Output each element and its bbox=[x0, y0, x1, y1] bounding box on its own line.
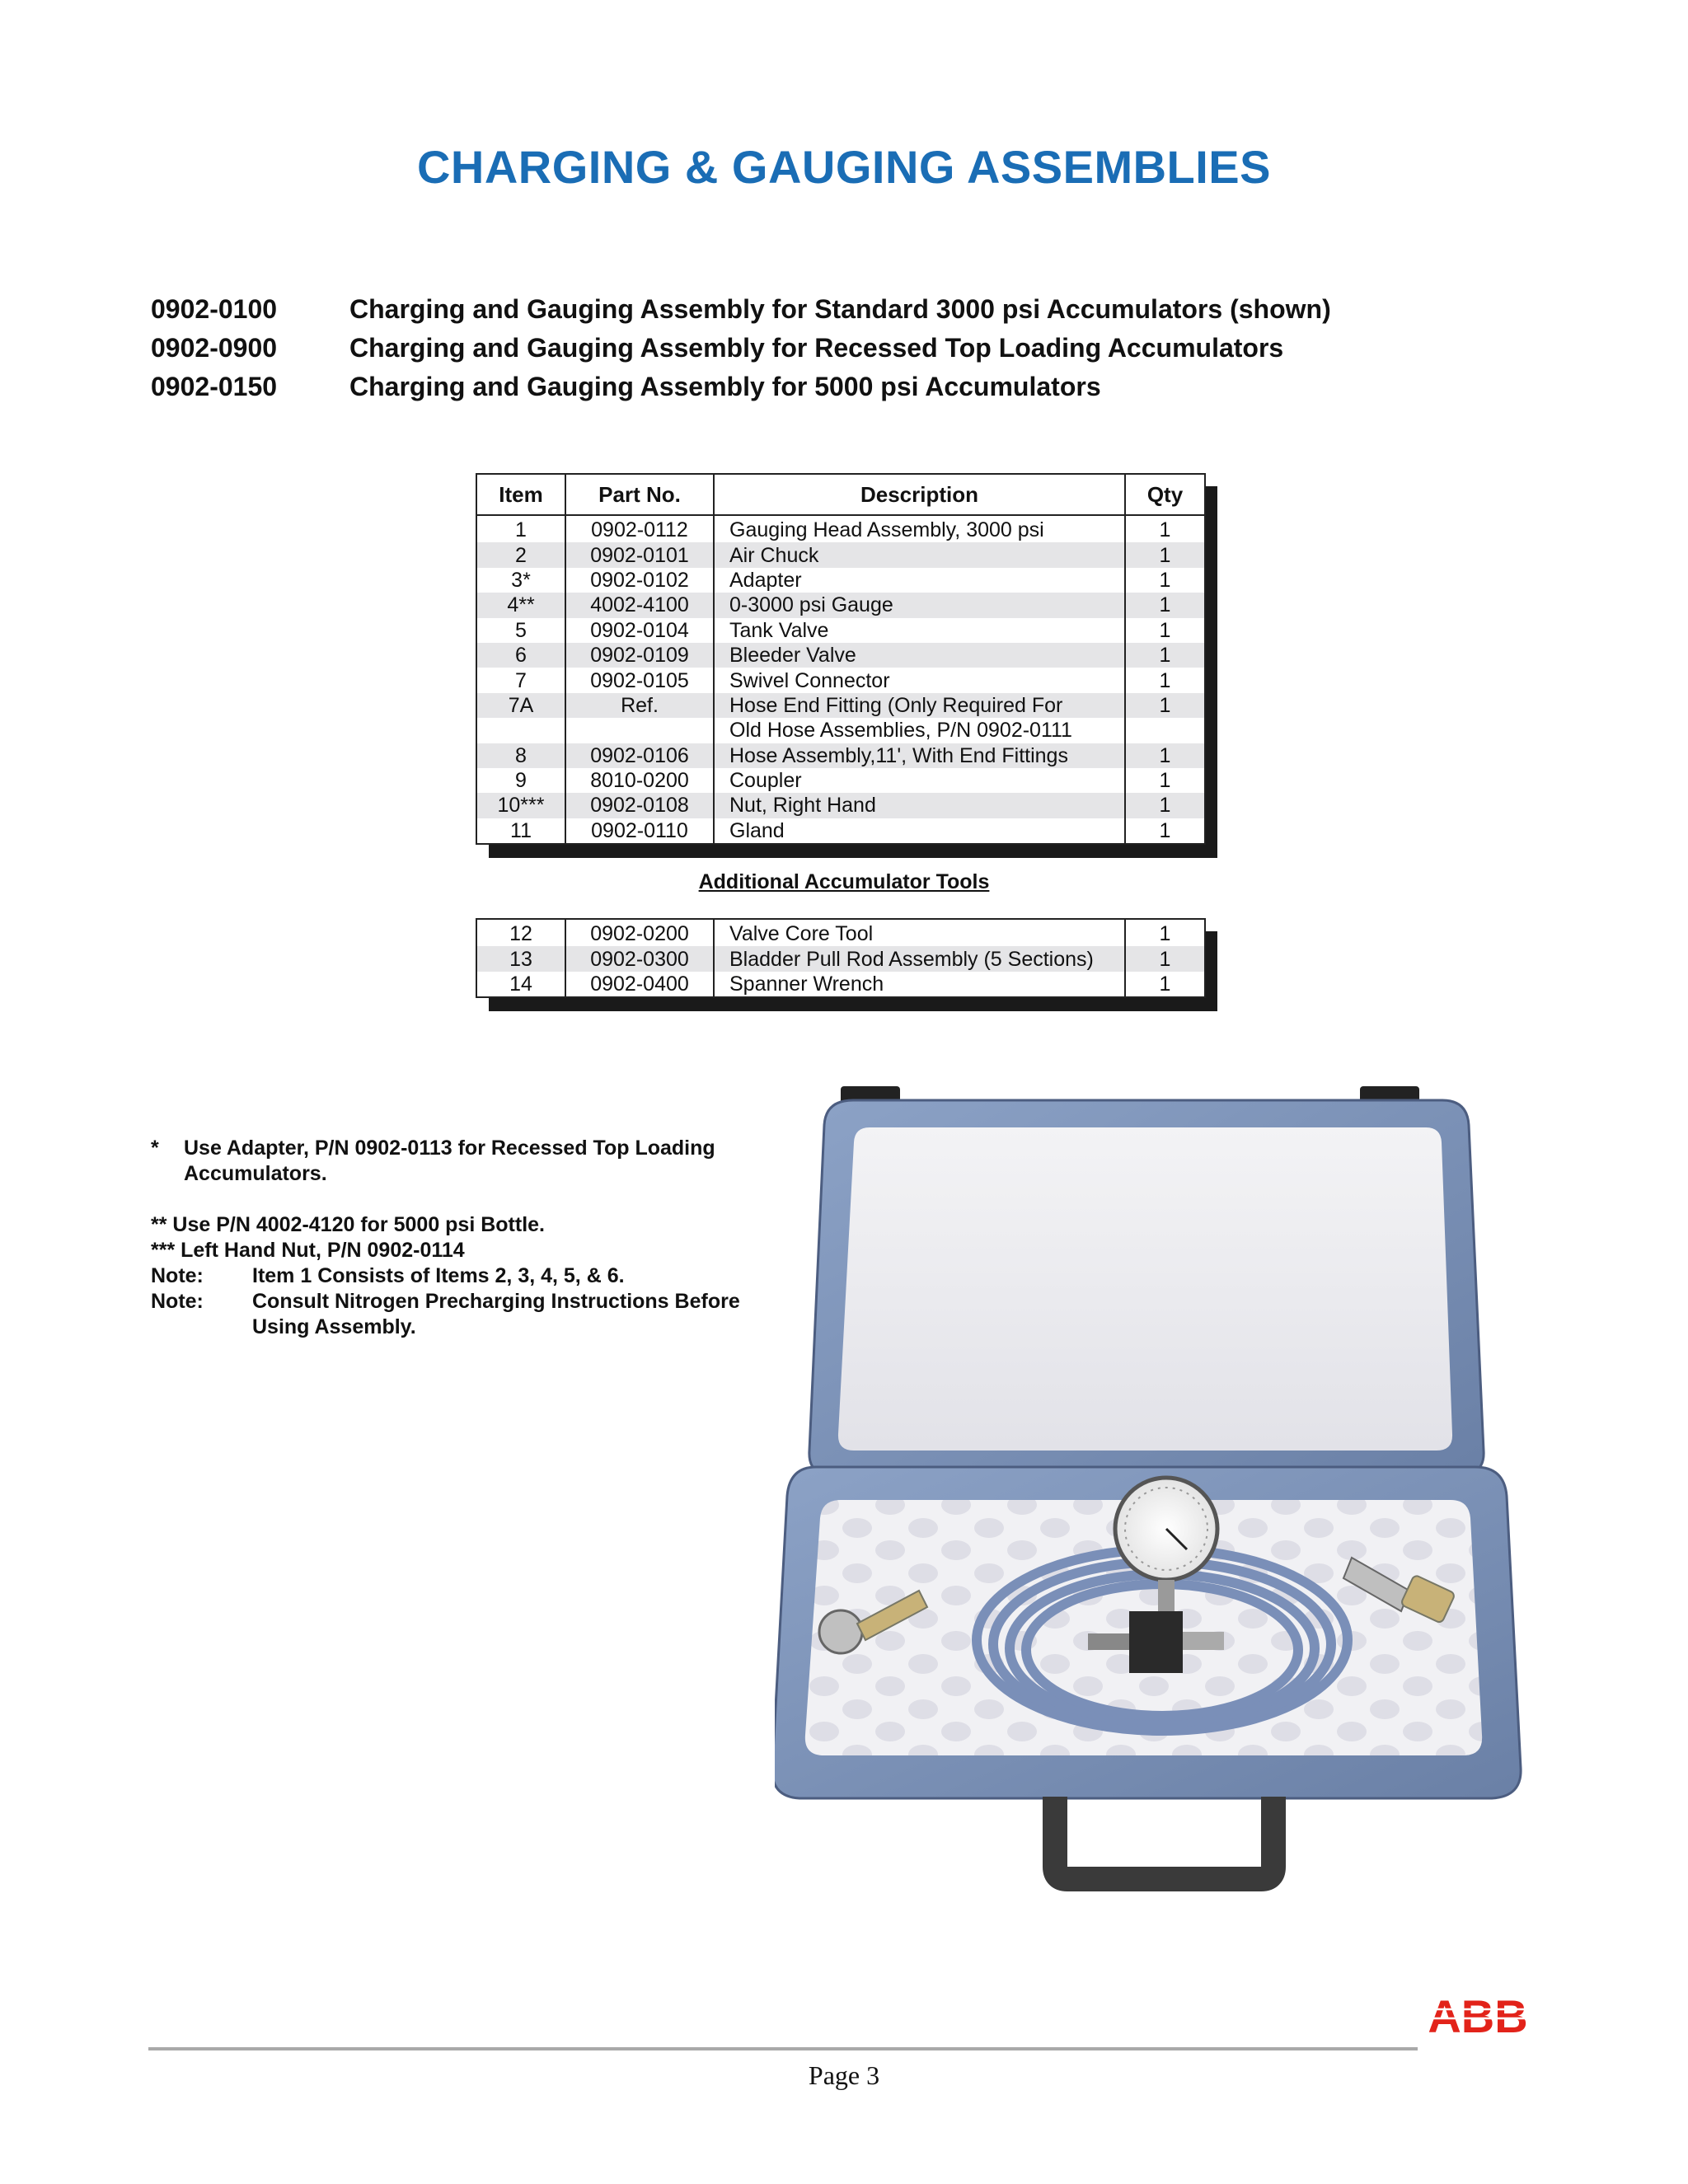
table-row bbox=[476, 718, 1205, 743]
cell-part-no bbox=[565, 718, 714, 743]
footnote-2: ** Use P/N 4002-4120 for 5000 psi Bottle. bbox=[151, 1213, 546, 1236]
cell-qty: 1 bbox=[1125, 542, 1205, 567]
header-item: Item bbox=[476, 474, 565, 515]
cell-item: 4** bbox=[476, 593, 565, 617]
cell-item: 3* bbox=[476, 568, 565, 593]
table-row bbox=[476, 693, 1205, 718]
cell-description: Gland bbox=[714, 818, 1125, 844]
cell-qty: 1 bbox=[1125, 668, 1205, 692]
cell-qty: 1 bbox=[1125, 643, 1205, 668]
cell-description: 0-3000 psi Gauge bbox=[714, 593, 1125, 617]
cell-part-no: 0902-0400 bbox=[565, 972, 714, 997]
assembly-description: Charging and Gauging Assembly for Recessed Top Loading Accumulators bbox=[349, 333, 1284, 363]
note-label: Note: bbox=[151, 1290, 204, 1313]
cell-part-no: 0902-0112 bbox=[565, 515, 714, 542]
table-row bbox=[476, 818, 1205, 844]
cell-part-no: 0902-0300 bbox=[565, 946, 714, 971]
assembly-description: Charging and Gauging Assembly for Standard 3000 psi Accumulators (shown) bbox=[349, 294, 1331, 324]
cell-description: Nut, Right Hand bbox=[714, 793, 1125, 818]
cell-description: Swivel Connector bbox=[714, 668, 1125, 692]
cell-part-no: 0902-0109 bbox=[565, 643, 714, 668]
note-text: Consult Nitrogen Precharging Instructions Before bbox=[252, 1290, 740, 1313]
cell-qty: 1 bbox=[1125, 743, 1205, 768]
cell-item: 7A bbox=[476, 693, 565, 718]
footnote-3: *** Left Hand Nut, P/N 0902-0114 bbox=[151, 1239, 465, 1262]
cell-part-no: 0902-0102 bbox=[565, 568, 714, 593]
cell-description: Hose End Fitting (Only Required For bbox=[714, 693, 1125, 718]
cell-description: Air Chuck bbox=[714, 542, 1125, 567]
table-row bbox=[476, 568, 1205, 593]
cell-description: Adapter bbox=[714, 568, 1125, 593]
footnote-1 bbox=[151, 1136, 740, 1161]
cell-part-no: 0902-0104 bbox=[565, 618, 714, 643]
table-row bbox=[476, 972, 1205, 997]
cell-description: Tank Valve bbox=[714, 618, 1125, 643]
cell-item: 7 bbox=[476, 668, 565, 692]
parts-table-wrapper bbox=[476, 473, 1204, 845]
cell-qty: 1 bbox=[1125, 972, 1205, 997]
cell-item bbox=[476, 718, 565, 743]
cell-qty: 1 bbox=[1125, 768, 1205, 793]
cell-item: 10*** bbox=[476, 793, 565, 818]
case-lid bbox=[809, 1086, 1484, 1475]
header-qty: Qty bbox=[1125, 474, 1205, 515]
cell-qty: 1 bbox=[1125, 818, 1205, 844]
assembly-row bbox=[151, 368, 1331, 406]
parts-table-body bbox=[476, 515, 1205, 844]
cell-qty: 1 bbox=[1125, 793, 1205, 818]
parts-table bbox=[476, 473, 1206, 845]
cell-item: 8 bbox=[476, 743, 565, 768]
footnotes bbox=[151, 1136, 740, 1340]
note-text: Item 1 Consists of Items 2, 3, 4, 5, & 6. bbox=[252, 1264, 625, 1287]
assembly-row bbox=[151, 329, 1331, 368]
cell-description: Old Hose Assemblies, P/N 0902-0111 bbox=[714, 718, 1125, 743]
cell-description: Valve Core Tool bbox=[714, 919, 1125, 946]
table-row bbox=[476, 946, 1205, 971]
table-row bbox=[476, 743, 1205, 768]
cell-qty: 1 bbox=[1125, 919, 1205, 946]
abb-logo bbox=[1424, 1991, 1531, 2041]
cell-qty: 1 bbox=[1125, 693, 1205, 718]
cell-description: Spanner Wrench bbox=[714, 972, 1125, 997]
cell-part-no: 8010-0200 bbox=[565, 768, 714, 793]
footnote-text: Use Adapter, P/N 0902-0113 for Recessed Top Loading bbox=[184, 1137, 715, 1160]
cell-part-no: 0902-0108 bbox=[565, 793, 714, 818]
tools-table bbox=[476, 918, 1206, 998]
note-2 bbox=[151, 1289, 740, 1315]
cell-item: 5 bbox=[476, 618, 565, 643]
cell-item: 6 bbox=[476, 643, 565, 668]
cell-part-no: Ref. bbox=[565, 693, 714, 718]
assembly-part-number: 0902-0900 bbox=[151, 333, 278, 363]
cell-qty: 1 bbox=[1125, 593, 1205, 617]
cell-part-no: 0902-0200 bbox=[565, 919, 714, 946]
cell-part-no: 4002-4100 bbox=[565, 593, 714, 617]
table-row bbox=[476, 793, 1205, 818]
table-header-row bbox=[476, 474, 1205, 515]
assembly-list bbox=[151, 290, 1331, 406]
cell-description: Coupler bbox=[714, 768, 1125, 793]
cell-qty: 1 bbox=[1125, 515, 1205, 542]
tools-table-wrapper bbox=[476, 918, 1204, 998]
cell-description: Hose Assembly,11', With End Fittings bbox=[714, 743, 1125, 768]
table-row bbox=[476, 768, 1205, 793]
page-number: Page 3 bbox=[808, 2060, 880, 2090]
cell-qty bbox=[1125, 718, 1205, 743]
table-row bbox=[476, 919, 1205, 946]
assembly-part-number: 0902-0150 bbox=[151, 372, 278, 401]
cell-qty: 1 bbox=[1125, 618, 1205, 643]
cell-part-no: 0902-0101 bbox=[565, 542, 714, 567]
cell-item: 13 bbox=[476, 946, 565, 971]
cell-item: 14 bbox=[476, 972, 565, 997]
cell-description: Gauging Head Assembly, 3000 psi bbox=[714, 515, 1125, 542]
cell-item: 12 bbox=[476, 919, 565, 946]
assembly-row bbox=[151, 290, 1331, 329]
cell-part-no: 0902-0105 bbox=[565, 668, 714, 692]
assembly-part-number: 0902-0100 bbox=[151, 294, 278, 324]
footer-rule bbox=[148, 2047, 1418, 2050]
note-text: Using Assembly. bbox=[252, 1315, 416, 1338]
cell-qty: 1 bbox=[1125, 946, 1205, 971]
footnote-text: Accumulators. bbox=[184, 1162, 327, 1185]
header-part-no: Part No. bbox=[565, 474, 714, 515]
table-row bbox=[476, 643, 1205, 668]
table-row bbox=[476, 593, 1205, 617]
footnote-marker: * bbox=[151, 1137, 159, 1160]
assembly-description: Charging and Gauging Assembly for 5000 psi Accumulators bbox=[349, 372, 1101, 401]
table-row bbox=[476, 618, 1205, 643]
abb-logo-text: ABB bbox=[1428, 1991, 1528, 2041]
table-row bbox=[476, 542, 1205, 567]
cell-description: Bladder Pull Rod Assembly (5 Sections) bbox=[714, 946, 1125, 971]
cell-item: 2 bbox=[476, 542, 565, 567]
cell-qty: 1 bbox=[1125, 568, 1205, 593]
note-label: Note: bbox=[151, 1264, 204, 1287]
tools-table-body bbox=[476, 919, 1205, 997]
cell-part-no: 0902-0110 bbox=[565, 818, 714, 844]
charging-kit-case-photo bbox=[775, 1063, 1550, 1929]
table-row bbox=[476, 515, 1205, 542]
cell-part-no: 0902-0106 bbox=[565, 743, 714, 768]
page-title: CHARGING & GAUGING ASSEMBLIES bbox=[416, 141, 1272, 193]
cell-item: 1 bbox=[476, 515, 565, 542]
header-description: Description bbox=[714, 474, 1125, 515]
cell-description: Bleeder Valve bbox=[714, 643, 1125, 668]
table-row bbox=[476, 668, 1205, 692]
note-1 bbox=[151, 1263, 740, 1289]
cell-item: 9 bbox=[476, 768, 565, 793]
tools-title: Additional Accumulator Tools bbox=[698, 870, 990, 893]
cell-item: 11 bbox=[476, 818, 565, 844]
